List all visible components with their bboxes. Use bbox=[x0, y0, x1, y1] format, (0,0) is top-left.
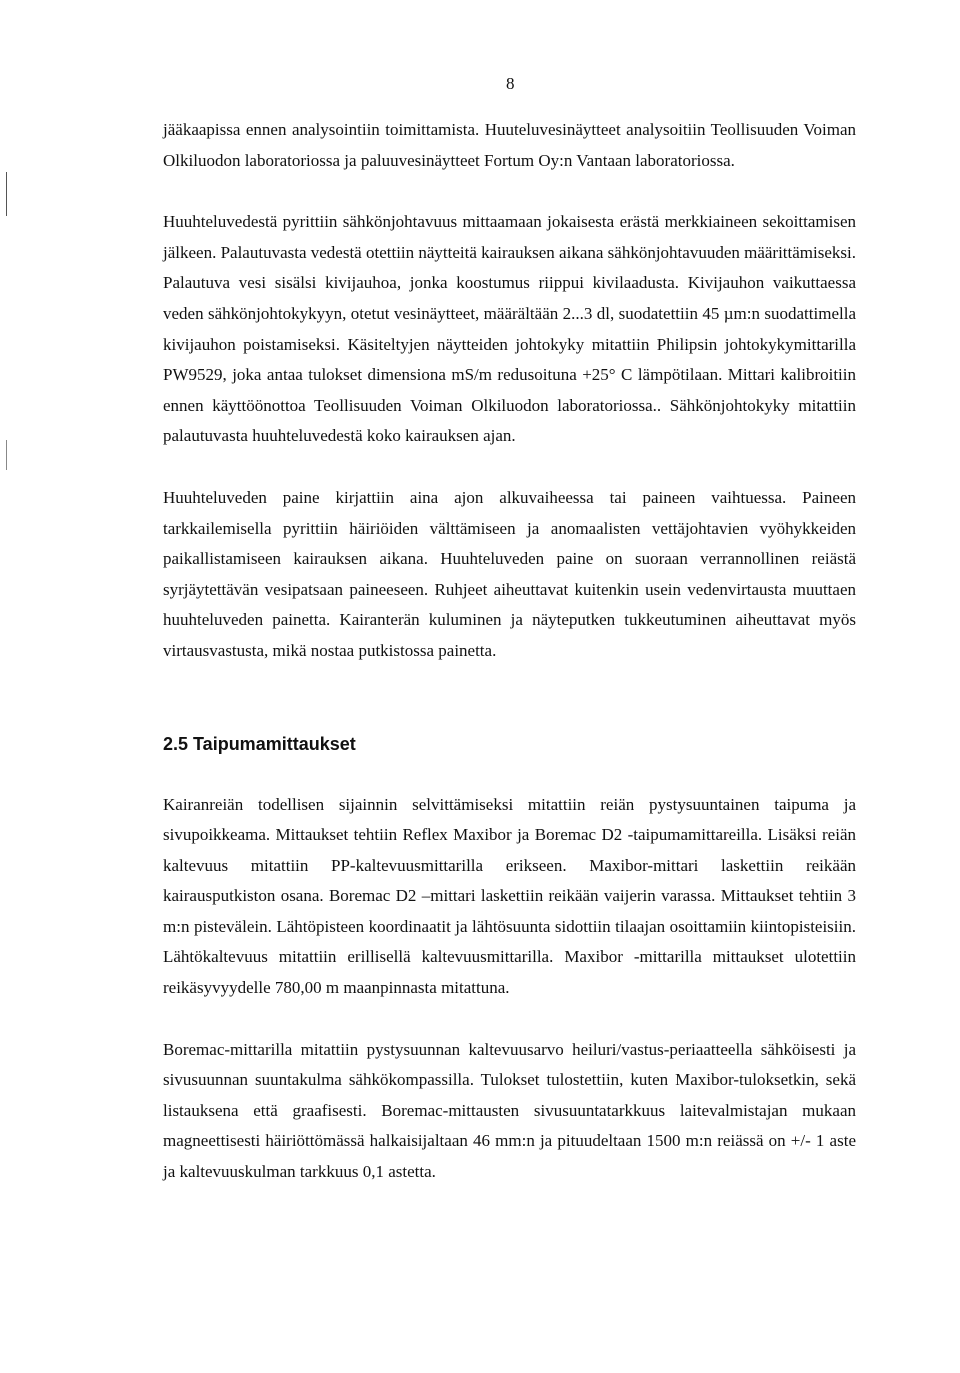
page-number: 8 bbox=[506, 74, 515, 93]
paragraph: Kairanreiän todellisen sijainnin selvittämiseksi mitattiin reiän pystysuuntainen taipuma ja sivupoikkeama. Mittaukset tehtiin Reflex Maxibor ja Boremac D2 -taipumamittareilla. Lisäksi reiän kaltevuus mitattiin PP-kaltevuusmittarilla erikseen. Maxibor-mittari laskettiin reikään kairausputkiston osana. Boremac D2 –mittari laskettiin reikään vaijerin varassa. Mittaukset tehtiin 3 m:n pistevälein. Lähtöpisteen koordinaatit ja lähtösuunta sidottiin tilaajan osoittamiin kiintopisteisiin. Lähtökaltevuus mitattiin erillisellä kaltevuusmittarilla. Maxibor -mittarilla mittaukset ulotettiin reikäsyvyydelle 780,00 m maanpinnasta mitattuna. bbox=[163, 794, 856, 998]
scan-edge-mark bbox=[6, 440, 7, 470]
paragraph: Huuhteluvedestä pyrittiin sähkönjohtavuus mittaamaan jokaisesta erästä merkkiaineen sekoittamisen jälkeen. Palautuvasta vedestä otettiin näytteitä kairauksen aikana sähkönjohtavuuden määrittämiseksi. Palautuva vesi sisälsi kivijauhoa, jonka koostumus riippui kivilaadusta. Kivijauhon vaikuttaessa veden sähkönjohtokykyyn, otetut vesinäytteet, määrältään 2...3 dl, suodatettiin 45 µm:n suodattimella kivijauhon poistamiseksi. Käsiteltyjen näytteiden johtokyky mitattiin Philipsin johtokykymittarilla PW9529, joka antaa tulokset dimensiona mS/m redusoituna +25° C lämpötilaan. Mittari kalibroitiin ennen käyttöönottoa Teollisuuden Voiman Olkiluodon laboratoriossa.. Sähkönjohtokyky mitattiin palautuvasta huuhteluvedestä koko kairauksen ajan. bbox=[163, 212, 856, 446]
paragraph: Boremac-mittarilla mitattiin pystysuunnan kaltevuusarvo heiluri/vastus-periaatteella sähköisesti ja sivusuunnan suuntakulma sähkökompassilla. Tulokset tulostettiin, kuten Maxibor-tuloksetkin, sekä listauksena että graafisesti. Boremac-mittausten sivusuuntatarkkuus laitevalmistajan mukaan magneettisesti häiriöttömässä halkaisijaltaan 46 mm:n ja pituudeltaan 1500 m:n reiässä on +/- 1 aste ja kaltevuuskulman tarkkuus 0,1 astetta. bbox=[163, 1039, 856, 1182]
document-body bbox=[163, 115, 856, 1188]
paragraph: Huuhteluveden paine kirjattiin aina ajon alkuvaiheessa tai paineen vaihtuessa. Paineen tarkkailemisella pyrittiin häiriöiden välttämiseen ja anomaalisten vettäjohtavien vyöhykkeiden paikallistamiseen kairauksen aikana. Huuhteluveden paine on suoraan verrannollinen reiästä syrjäytettävän vesipatsaan paineeseen. Ruhjeet aiheuttavat kuitenkin usein vedenvirtausta muuttaen huuhteluveden painetta. Kairanterän kuluminen ja näyteputken tukkeutuminen aiheuttavat myös virtausvastusta, mikä nostaa putkistossa painetta. bbox=[163, 487, 856, 660]
scan-edge-mark bbox=[6, 172, 7, 216]
paragraph: jääkaapissa ennen analysointiin toimittamista. Huuteluvesinäytteet analysoitiin Teollisuuden Voiman Olkiluodon laboratoriossa ja paluuvesinäytteet Fortum Oy:n Vantaan laboratoriossa. bbox=[163, 120, 856, 170]
section-heading: 2.5 Taipumamittaukset bbox=[163, 733, 356, 754]
